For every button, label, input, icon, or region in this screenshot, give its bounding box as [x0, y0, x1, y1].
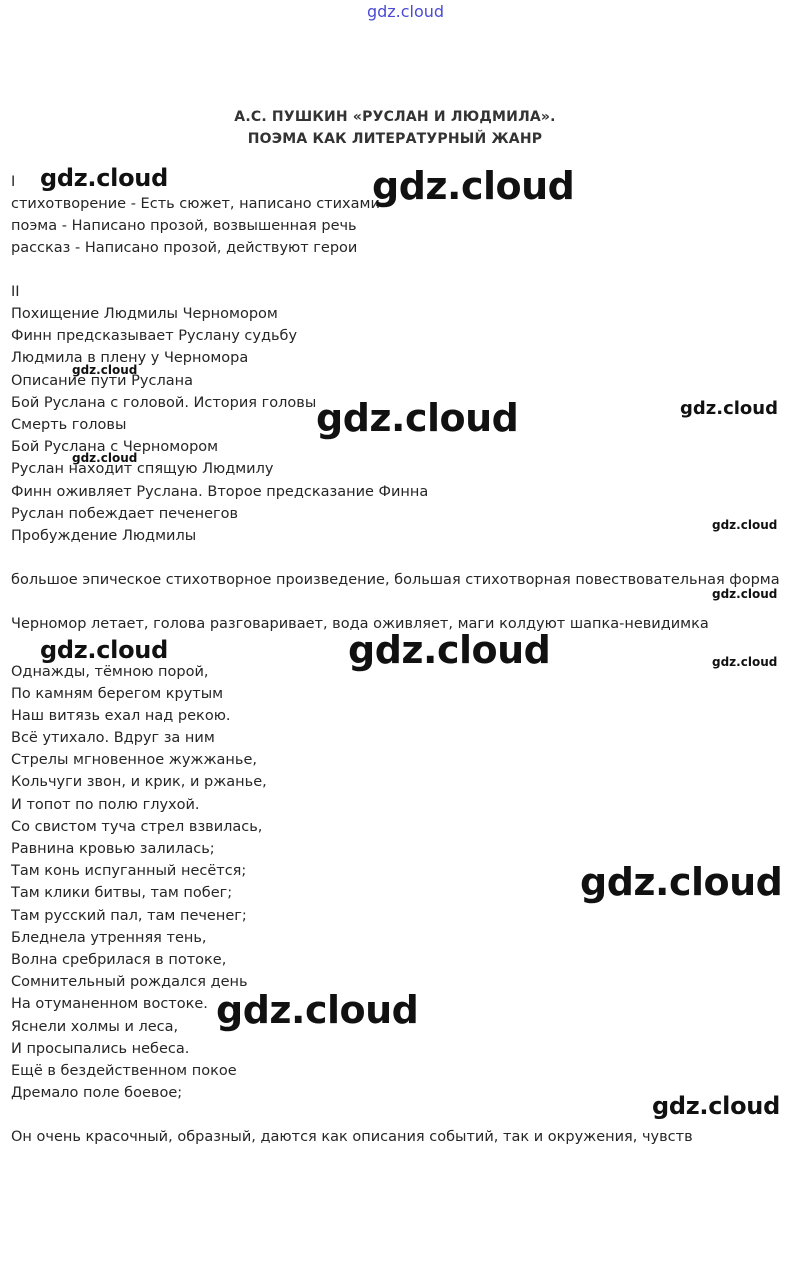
poem-line: Сомнительный рождался день	[11, 974, 248, 990]
plot-item: Смерть головы	[11, 417, 127, 433]
poem-line: На отуманенном востоке.	[11, 996, 208, 1012]
watermark: gdz.cloud	[316, 396, 519, 440]
watermark: gdz.cloud	[72, 451, 138, 465]
section-1-marker: I	[11, 174, 16, 190]
watermark: gdz.cloud	[580, 860, 783, 904]
section-2-marker: II	[11, 284, 20, 300]
poem-definition: большое эпическое стихотворное произведение, большая стихотворная повествовательная форма	[11, 572, 780, 588]
title-line-2: ПОЭМА КАК ЛИТЕРАТУРНЫЙ ЖАНР	[247, 131, 543, 147]
poem-line: Волна сребрилася в потоке,	[11, 952, 227, 968]
poem-line: Там клики битвы, там побег;	[11, 885, 233, 901]
plot-item: Финн оживляет Руслана. Второе предсказание Финна	[11, 484, 429, 500]
watermark: gdz.cloud	[680, 398, 778, 419]
watermark: gdz.cloud	[372, 164, 575, 208]
plot-item: Бой Руслана с головой. История головы	[11, 395, 317, 411]
plot-item: Описание пути Руслана	[11, 373, 193, 389]
plot-item: Похищение Людмилы Черномором	[11, 306, 278, 322]
magic-elements: Черномор летает, голова разговаривает, вода оживляет, маги колдуют шапка-невидимка	[11, 616, 709, 632]
watermark: gdz.cloud	[40, 636, 168, 664]
poem-line: Со свистом туча стрел взвилась,	[11, 819, 263, 835]
watermark: gdz.cloud	[712, 587, 778, 601]
poem-line: И топот по полю глухой.	[11, 797, 200, 813]
watermark: gdz.cloud	[712, 518, 778, 532]
poem-line: Кольчуги звон, и крик, и ржанье,	[11, 774, 267, 790]
watermark: gdz.cloud	[40, 164, 168, 192]
header-watermark-link[interactable]: gdz.cloud	[366, 2, 445, 21]
poem-line: Ещё в бездейственном покое	[11, 1063, 237, 1079]
plot-item: Бой Руслана с Черномором	[11, 439, 219, 455]
poem-line: Там русский пал, там печенег;	[11, 908, 247, 924]
title-line-1: А.С. ПУШКИН «РУСЛАН И ЛЮДМИЛА».	[234, 109, 556, 125]
page-title	[0, 106, 790, 150]
watermark: gdz.cloud	[72, 363, 138, 377]
poem-line: И просыпались небеса.	[11, 1041, 190, 1057]
watermark: gdz.cloud	[216, 988, 419, 1032]
watermark: gdz.cloud	[348, 628, 551, 672]
plot-item: Пробуждение Людмилы	[11, 528, 197, 544]
conclusion-text: Он очень красочный, образный, даются как описания событий, так и окружения, чувств	[11, 1129, 693, 1145]
plot-item: Руслан побеждает печенегов	[11, 506, 239, 522]
genre-row: поэма - Написано прозой, возвышенная речь	[11, 218, 357, 234]
poem-line: Дремало поле боевое;	[11, 1085, 183, 1101]
plot-item: Финн предсказывает Руслану судьбу	[11, 328, 298, 344]
poem-line: Наш витязь ехал над рекою.	[11, 708, 231, 724]
poem-line: Яснели холмы и леса,	[11, 1019, 179, 1035]
poem-line: Там конь испуганный несётся;	[11, 863, 247, 879]
poem-line: Однажды, тёмною порой,	[11, 664, 209, 680]
genre-row: рассказ - Написано прозой, действуют герои	[11, 240, 358, 256]
poem-line: Бледнела утренняя тень,	[11, 930, 207, 946]
watermark: gdz.cloud	[712, 655, 778, 669]
plot-item: Людмила в плену у Черномора	[11, 350, 249, 366]
plot-item: Руслан находит спящую Людмилу	[11, 461, 274, 477]
poem-line: По камням берегом крутым	[11, 686, 224, 702]
poem-line: Стрелы мгновенное жужжанье,	[11, 752, 257, 768]
poem-line: Равнина кровью залилась;	[11, 841, 215, 857]
poem-line: Всё утихало. Вдруг за ним	[11, 730, 215, 746]
watermark: gdz.cloud	[652, 1092, 780, 1120]
genre-row: стихотворение - Есть сюжет, написано стихами	[11, 196, 380, 212]
